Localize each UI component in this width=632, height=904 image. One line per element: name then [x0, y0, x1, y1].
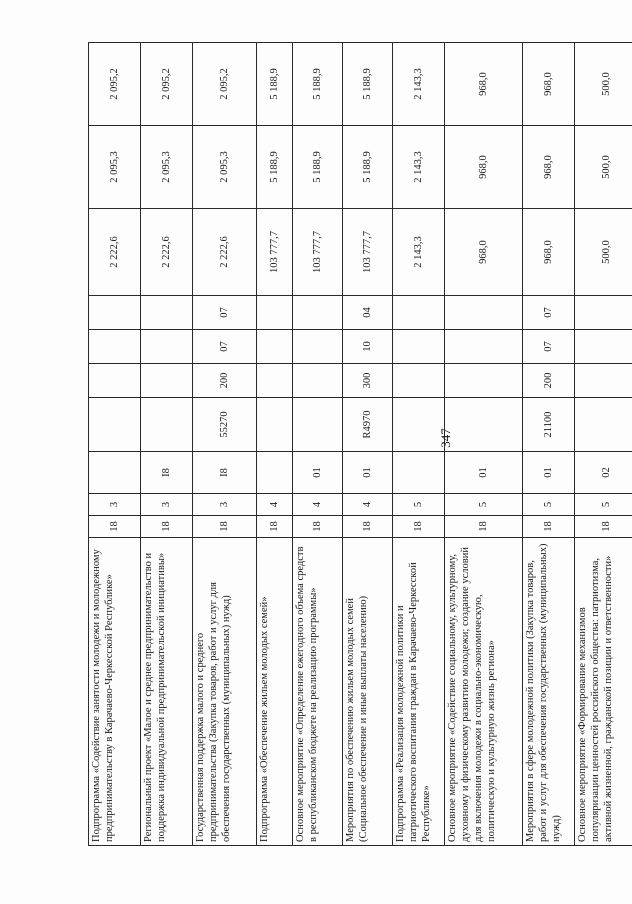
amount-year3: 2 095,2 — [141, 43, 193, 126]
amount-year3: 2 095,2 — [193, 43, 257, 126]
table-row — [257, 43, 293, 846]
code-program: 18 — [193, 516, 257, 538]
code-subsection — [575, 296, 632, 330]
code-expense-type — [89, 364, 141, 398]
code-event — [89, 452, 141, 494]
code-subprogram: 4 — [293, 494, 343, 516]
code-program: 18 — [523, 516, 575, 538]
code-subsection — [393, 296, 445, 330]
code-subsection — [141, 296, 193, 330]
code-expense-type: 300 — [343, 364, 393, 398]
code-section: 07 — [523, 330, 575, 364]
code-subprogram: 5 — [523, 494, 575, 516]
amount-year1: 2 222,6 — [193, 209, 257, 296]
code-section: 10 — [343, 330, 393, 364]
table-row — [343, 43, 393, 846]
budget-table-container — [88, 43, 614, 846]
row-name: Региональный проект «Малое и среднее предпринимательство и поддержка индивидуальной предпринимательской инициативы» — [141, 538, 193, 846]
row-name: Мероприятия в сфере молодежной политики (Закупка товаров, работ и услуг для обеспечения государственных (муниципальных) нужд) — [523, 538, 575, 846]
code-direction — [393, 398, 445, 452]
code-direction — [445, 398, 523, 452]
table-row — [523, 43, 575, 846]
budget-table — [88, 42, 632, 846]
row-name: Основное мероприятие «Формирование механизмов популяризации ценностей российского общества: патриотизма, активной жизненной, гражданской позиции и ответственности» — [575, 538, 632, 846]
code-expense-type: 200 — [523, 364, 575, 398]
amount-year2: 2 143,3 — [393, 126, 445, 209]
code-direction: 55270 — [193, 398, 257, 452]
amount-year3: 968,0 — [523, 43, 575, 126]
amount-year2: 5 188,9 — [257, 126, 293, 209]
amount-year1: 500,0 — [575, 209, 632, 296]
amount-year1: 2 222,6 — [141, 209, 193, 296]
code-subsection — [257, 296, 293, 330]
code-subsection: 07 — [523, 296, 575, 330]
code-direction — [575, 398, 632, 452]
amount-year2: 500,0 — [575, 126, 632, 209]
code-section — [89, 330, 141, 364]
code-event: I8 — [141, 452, 193, 494]
amount-year2: 5 188,9 — [343, 126, 393, 209]
amount-year1: 103 777,7 — [257, 209, 293, 296]
code-program: 18 — [575, 516, 632, 538]
code-subprogram: 5 — [575, 494, 632, 516]
table-row — [193, 43, 257, 846]
code-event: 01 — [445, 452, 523, 494]
table-row — [393, 43, 445, 846]
code-event: 01 — [523, 452, 575, 494]
code-expense-type — [393, 364, 445, 398]
amount-year3: 5 188,9 — [343, 43, 393, 126]
amount-year3: 500,0 — [575, 43, 632, 126]
code-expense-type — [141, 364, 193, 398]
code-direction — [293, 398, 343, 452]
code-subprogram: 3 — [141, 494, 193, 516]
table-row — [575, 43, 632, 846]
code-program: 18 — [293, 516, 343, 538]
code-direction — [257, 398, 293, 452]
amount-year2: 2 095,3 — [193, 126, 257, 209]
code-section — [293, 330, 343, 364]
code-subprogram: 3 — [193, 494, 257, 516]
row-name: Подпрограмма «Содействие занятости молодежи и молодежному предпринимательству в Карачаево-Черкесской Республике» — [89, 538, 141, 846]
code-subsection — [293, 296, 343, 330]
amount-year3: 968,0 — [445, 43, 523, 126]
amount-year1: 968,0 — [523, 209, 575, 296]
code-event — [257, 452, 293, 494]
code-program: 18 — [89, 516, 141, 538]
code-program: 18 — [445, 516, 523, 538]
table-row — [293, 43, 343, 846]
table-row — [89, 43, 141, 846]
amount-year3: 5 188,9 — [257, 43, 293, 126]
code-expense-type — [575, 364, 632, 398]
code-subsection: 07 — [193, 296, 257, 330]
code-direction — [141, 398, 193, 452]
code-section: 07 — [193, 330, 257, 364]
amount-year3: 2 095,2 — [89, 43, 141, 126]
code-event — [393, 452, 445, 494]
amount-year2: 2 095,3 — [141, 126, 193, 209]
amount-year2: 2 095,3 — [89, 126, 141, 209]
code-subprogram: 4 — [257, 494, 293, 516]
row-name: Подпрограмма «Обеспечение жильем молодых семей» — [257, 538, 293, 846]
code-program: 18 — [257, 516, 293, 538]
amount-year2: 968,0 — [523, 126, 575, 209]
code-expense-type — [445, 364, 523, 398]
code-section — [445, 330, 523, 364]
code-subprogram: 3 — [89, 494, 141, 516]
code-subsection — [89, 296, 141, 330]
code-section — [141, 330, 193, 364]
row-name: Мероприятия по обеспечению жильем молодых семей (Социальное обеспечение и иные выплаты населению) — [343, 538, 393, 846]
table-row — [141, 43, 193, 846]
code-event: I8 — [193, 452, 257, 494]
code-expense-type — [293, 364, 343, 398]
code-direction: 21100 — [523, 398, 575, 452]
amount-year1: 968,0 — [445, 209, 523, 296]
code-section — [393, 330, 445, 364]
row-name: Подпрограмма «Реализация молодежной политики и патриотического воспитания граждан в Карачаево-Черкесской Республике» — [393, 538, 445, 846]
code-program: 18 — [343, 516, 393, 538]
page-number: 347 — [438, 428, 453, 448]
amount-year2: 968,0 — [445, 126, 523, 209]
code-expense-type — [257, 364, 293, 398]
amount-year1: 103 777,7 — [293, 209, 343, 296]
row-name: Основное мероприятие «Содействие социальному, культурному, духовному и физическому развитию молодежи; создание условий для включения молодежи в социально-экономическую, политическую и культурную жизнь региона» — [445, 538, 523, 846]
code-subsection: 04 — [343, 296, 393, 330]
code-section — [575, 330, 632, 364]
table-row — [445, 43, 523, 846]
amount-year2: 5 188,9 — [293, 126, 343, 209]
code-expense-type: 200 — [193, 364, 257, 398]
code-direction: R4970 — [343, 398, 393, 452]
code-subprogram: 5 — [393, 494, 445, 516]
amount-year3: 2 143,3 — [393, 43, 445, 126]
code-subprogram: 5 — [445, 494, 523, 516]
code-subsection — [445, 296, 523, 330]
code-direction — [89, 398, 141, 452]
code-event: 02 — [575, 452, 632, 494]
code-program: 18 — [141, 516, 193, 538]
code-subprogram: 4 — [343, 494, 393, 516]
code-event: 01 — [293, 452, 343, 494]
row-name: Основное мероприятие «Определение ежегодного объема средств в республиканском бюджете на реализацию программы» — [293, 538, 343, 846]
code-program: 18 — [393, 516, 445, 538]
row-name: Государственная поддержка малого и среднего предпринимательства (Закупка товаров, работ и услуг для обеспечения государственных (муниципальных) нужд) — [193, 538, 257, 846]
table-body — [89, 43, 632, 846]
amount-year1: 103 777,7 — [343, 209, 393, 296]
amount-year1: 2 222,6 — [89, 209, 141, 296]
amount-year1: 2 143,3 — [393, 209, 445, 296]
amount-year3: 5 188,9 — [293, 43, 343, 126]
code-event: 01 — [343, 452, 393, 494]
code-section — [257, 330, 293, 364]
